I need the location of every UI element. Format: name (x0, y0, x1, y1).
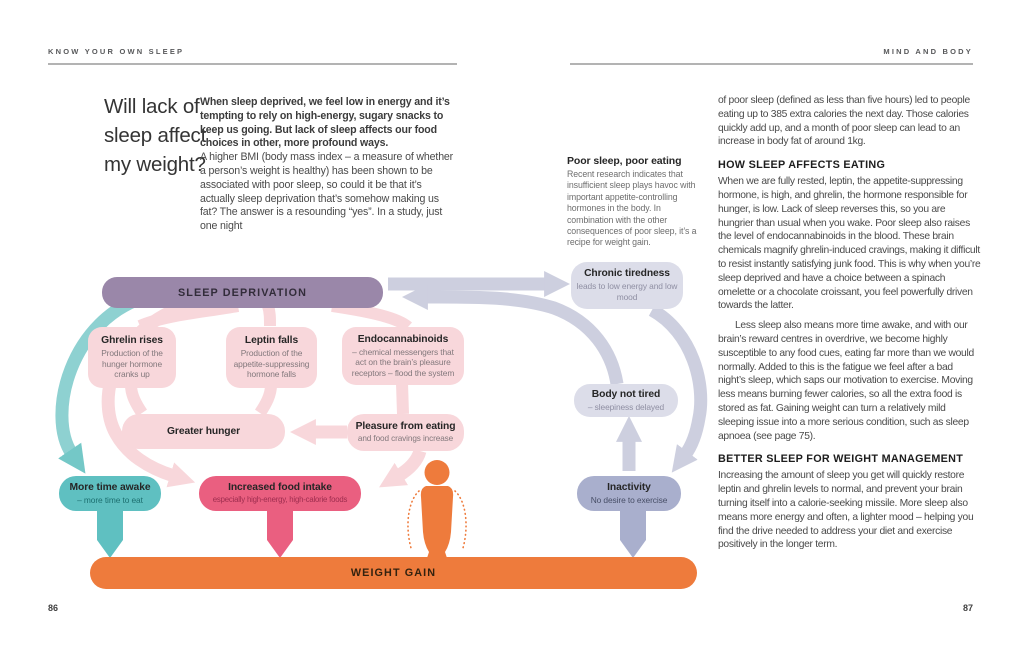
paragraph: of poor sleep (defined as less than five hours) led to people eating up to 385 extra calories the next day. Those calories quickly add up, and a month of poor sleep can lead to an increase in body fat of around 1kg. (718, 95, 970, 148)
node-title: WEIGHT GAIN (350, 567, 437, 579)
link-ghrelin-to-hunger (131, 385, 142, 413)
node-title: Leptin falls (244, 335, 299, 347)
node-body: and food cravings increase (357, 433, 454, 443)
node-greater-hunger (122, 414, 285, 449)
node-body: – more time to eat (77, 494, 143, 505)
paragraph: Increasing the amount of sleep you get will quickly restore leptin and ghrelin levels to normal, and prevent your brain turning itself into a calorie-seeking missile. More sleep also means more energy and often, a lighter mood – helping you find the drive needed to address your diet and exercise positively in the longer term. (718, 470, 974, 551)
stem-inactivity (620, 505, 646, 558)
node-title: Increased food intake (228, 481, 332, 493)
node-sleep-deprivation (102, 277, 383, 308)
node-increased-food-intake (199, 476, 361, 511)
node-title: Ghrelin rises (101, 335, 163, 347)
caption-body: Recent research indicates that insufficient sleep plays havoc with important appetite-controlling hormones in the body. In combination with the other consequences of poor sleep, it’s a recipe for weight gain. (567, 169, 697, 248)
node-leptin-falls (226, 327, 317, 388)
node-endocannabinoids (342, 327, 464, 385)
node-ghrelin-rises (88, 327, 176, 388)
node-title: Pleasure from eating (355, 420, 456, 432)
node-inactivity (577, 476, 681, 511)
running-head-right: MIND AND BODY (883, 47, 973, 56)
node-title: Endocannabinoids (357, 333, 449, 345)
node-title: Inactivity (607, 481, 651, 493)
section-heading: HOW SLEEP AFFECTS EATING (718, 159, 886, 172)
stem-increased-food (267, 505, 293, 558)
link-leptin-to-hunger (260, 385, 271, 413)
link-sleep-to-leptin (268, 306, 270, 326)
intro-paragraph: When sleep deprived, we feel low in energy and it’s tempting to rely on high-energy, sugary snacks to keep us going. But lack of sleep affects our food choices in other, more profound ways. (200, 96, 450, 150)
page-number-right: 87 (962, 603, 973, 613)
section-heading: BETTER SLEEP FOR WEIGHT MANAGEMENT (718, 453, 964, 466)
page-number-left: 86 (48, 603, 59, 613)
person-dotted-outline-right (455, 491, 466, 548)
link-sleep-to-endocannabinoids (332, 306, 408, 327)
node-body: No desire to exercise (590, 494, 668, 505)
stem-more-time-awake (97, 505, 123, 558)
person-dotted-outline-left (408, 491, 419, 548)
person-icon (408, 460, 466, 558)
node-weight-gain (90, 557, 697, 589)
person-head (425, 460, 450, 485)
node-body: – chemical messengers that act on the brain’s pleasure receptors – flood the system (351, 346, 455, 378)
arrow-chronic-to-inactivity (652, 310, 701, 455)
node-pleasure-from-eating (347, 414, 464, 451)
link-sleep-to-ghrelin (140, 306, 238, 326)
link-endocannabinoids-to-pleasure (402, 383, 403, 414)
node-body: leads to low energy and low mood (576, 281, 678, 302)
caption-title: Poor sleep, poor eating (567, 155, 682, 167)
paragraph: Less sleep also means more time awake, and with our brain’s reward centres in overdrive, we become highly susceptible to any food cues, eating far more than we would normally. Added to this is the fatigue we feel after a bad night’s sleep, which saps our motivation to exercise. Moving less means burning fewer calories, so all the extra food is stored as fat. Gaining weight can turn a relatively mild sleeping issue into a more serious condition, such as sleep apnoea (see page 75). (718, 320, 974, 442)
node-title: Chronic tiredness (584, 268, 670, 280)
node-chronic-tiredness (571, 262, 683, 309)
running-head-left: KNOW YOUR OWN SLEEP (48, 47, 185, 56)
node-body-not-tired (574, 384, 678, 417)
body-paragraph: A higher BMI (body mass index – a measure of whether a person’s weight is healthy) has been shown to be associated with poor sleep, so could it be that it’s actually sleep deprivation that’s somehow making us fat? The answer is a resounding “yes”. In a study, just one night (200, 151, 454, 233)
node-title: Greater hunger (167, 425, 240, 437)
node-more-time-awake (59, 476, 161, 511)
node-body: Production of the appetite-suppressing hormone falls (233, 348, 310, 380)
page-title: Will lack of sleep affect my weight? (104, 95, 207, 176)
node-title: SLEEP DEPRIVATION (177, 286, 308, 299)
arrow-pleasure-to-increased-food (398, 451, 420, 476)
paragraph: When we are fully rested, leptin, the appetite-suppressing hormone, is high, and ghrelin, the hormone responsible for hunger, is low. Lack of sleep reverses this, so you are hungrier than usual when you wake. Poor sleep also raises the level of endocannabinoids in the blood. These brain chemicals magnify ghrelin-induced cravings, making it difficult to resist instantly satisfying junk food. This is why when you’re sleep deprived and have a choice between a spinach omelette or a chocolate croissant, you feel powerfully driven towards the latter. (718, 176, 981, 312)
node-body: – sleepiness delayed (587, 401, 665, 412)
node-body: especially high-energy, high-calorie foods (212, 494, 348, 504)
node-title: More time awake (69, 481, 151, 493)
person-body (421, 486, 453, 558)
node-body: Production of the hunger hormone cranks up (101, 348, 163, 380)
node-title: Body not tired (591, 388, 661, 400)
